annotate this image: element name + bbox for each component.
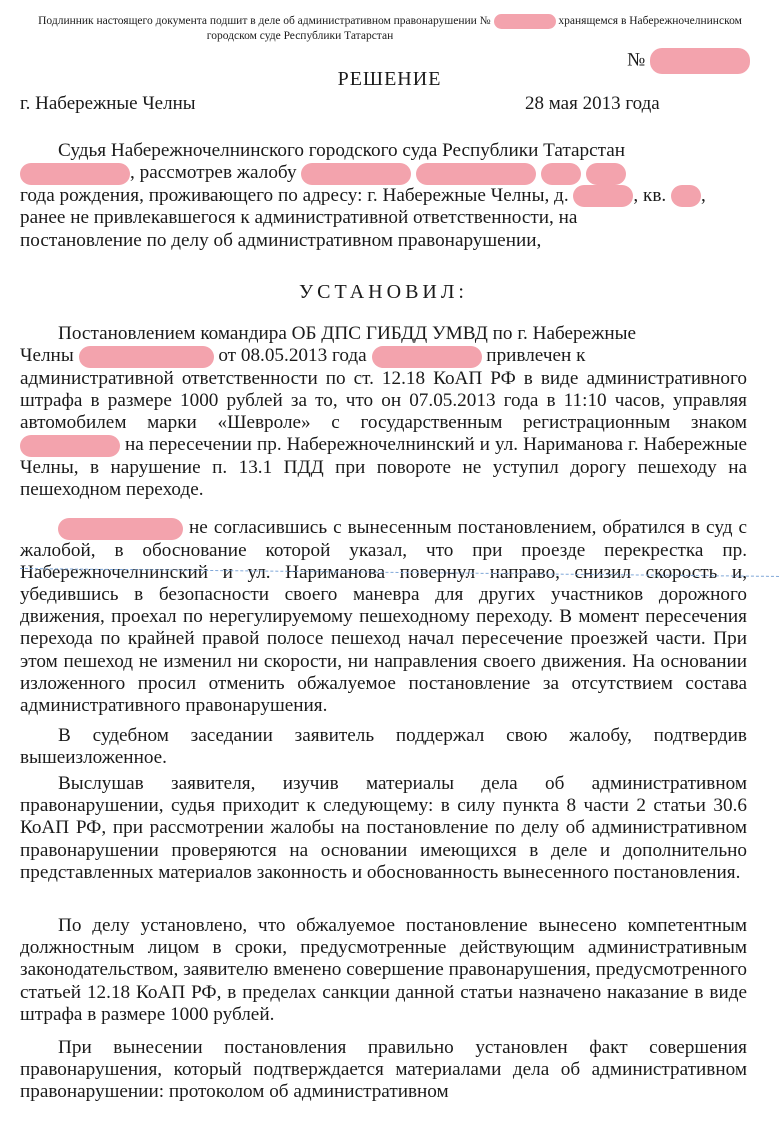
paragraph-5: По делу установлено, что обжалуемое постановление вынесено компетентным должностным лицом в сроки, предусмотренные действующим административным законодательством, заявителю вменено совершение правонарушения, предусмотренного статьей 12.18 КоАП РФ, в пределах санкции данной статьи назначено наказание в виде штрафа в размере 1000 рублей. [20, 915, 747, 1025]
paragraph-1: Постановлением командира ОБ ДПС ГИБДД УМВД по г. Набережные Челны от 08.05.2013 года привлечен к административной ответственности по ст. 12.18 КоАП РФ в виде административного штрафа в размере 1000 рублей за то, что он 07.05.2013 года в 11:10 часов, управляя автомобилем марки «Шевроле» с государственным регистрационным знаком на пересечении пр. Набережночелнинский и ул. Нариманова г. Набережные Челны, в нарушение п. 13.1 ПДД при повороте не уступил дорогу пешеходу на пешеходном переходе. [20, 323, 747, 501]
section-heading: УСТАНОВИЛ: [299, 281, 468, 303]
paragraph-6: При вынесении постановления правильно установлен факт совершения правонарушения, который подтверждается материалами дела об административном правонарушении: протоколом об административном [20, 1037, 747, 1103]
redaction [541, 163, 581, 185]
redaction [494, 14, 556, 29]
redaction [79, 346, 214, 368]
redaction [573, 185, 633, 207]
intro-paragraph: Судья Набережночелнинского городского суда Республики Татарстан , рассмотрев жалобу года рождения, проживающего по адресу: г. Набережные Челны, д. , кв. , ранее не привлекавшегося к административной ответственности, на постановление по делу об административном правонарушении, [20, 140, 706, 251]
paragraph-2: не согласившись с вынесенным постановлением, обратился в суд с жалобой, в обоснование которой указал, что при проезде перекрестка пр. Набережночелнинский и ул. Нариманова повернул направо, снизил скорость и, убедившись в безопасности своего маневра для других участников дорожного движения, проехал по нерегулируемому пешеходному переходу. В момент пересечения перехода по крайней правой полосе пешеход начал пересечение проезжей части. При этом пешеход не изменил ни скорости, ни направления своего движения. На основании изложенного просил отменить обжалуемое постановление за отсутствием состава административного правонарушения. [20, 517, 747, 717]
redaction [20, 163, 130, 185]
redaction [372, 346, 482, 368]
paragraph-3: В судебном заседании заявитель поддержал свою жалобу, подтвердив вышеизложенное. [20, 725, 747, 769]
redaction [301, 163, 411, 185]
redaction [586, 163, 626, 185]
document-title: РЕШЕНИЕ [337, 68, 442, 90]
archive-note-line-2: городском суде Республики Татарстан [206, 30, 394, 42]
document-date: 28 мая 2013 года [525, 93, 660, 114]
redaction [58, 518, 183, 540]
redaction [671, 185, 701, 207]
archive-note-line-1: Подлинник настоящего документа подшит в деле об административном правонарушении № хранящемся в Набережночелнинском [38, 15, 742, 28]
redaction [20, 435, 120, 457]
paragraph-4: Выслушав заявителя, изучив материалы дела об административном правонарушении, судья приходит к следующему: в силу пункта 8 части 2 статьи 30.6 КоАП РФ, при рассмотрении жалобы на постановление по делу об административном правонарушении проверяются на основании имеющихся в деле и дополнительно представленных материалов законность и обоснованность вынесенного постановления. [20, 773, 747, 883]
redaction [416, 163, 536, 185]
case-number: № [0, 48, 750, 74]
city: г. Набережные Челны [20, 93, 196, 114]
